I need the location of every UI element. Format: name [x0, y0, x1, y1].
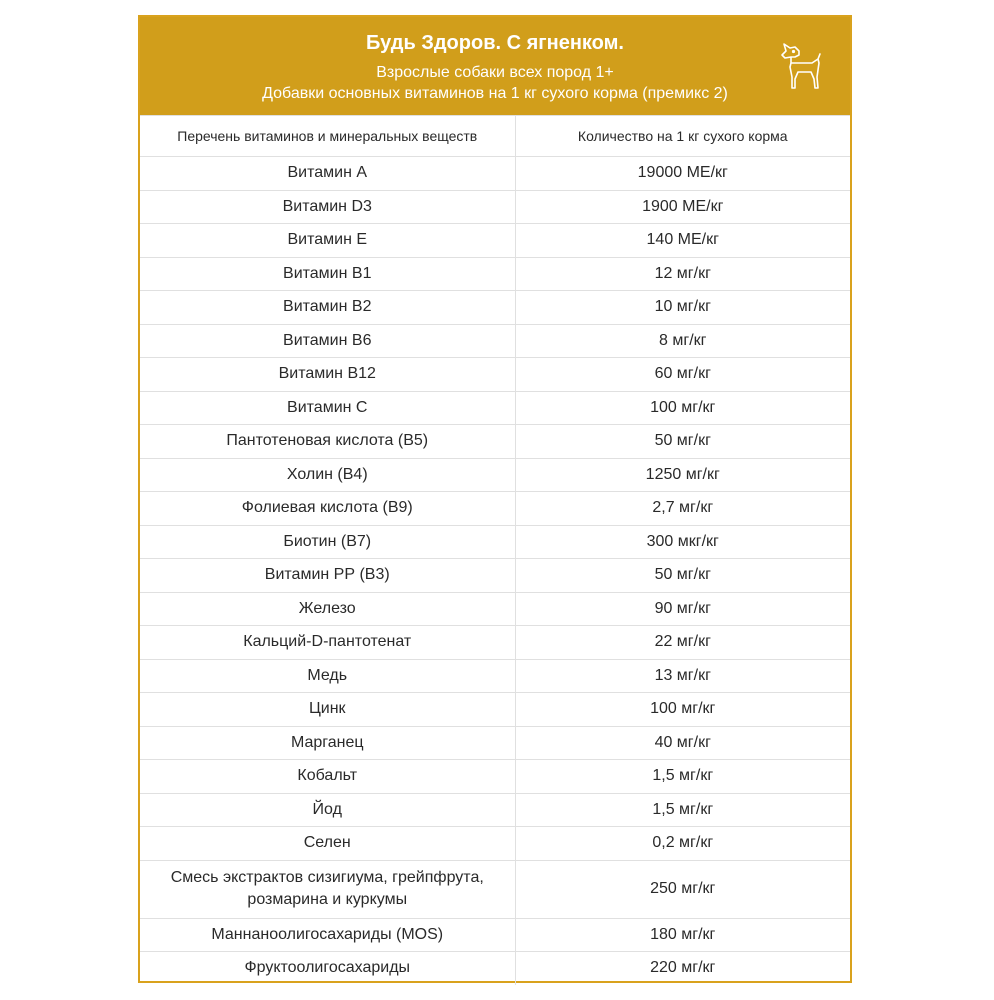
nutrient-amount: 1900 МЕ/кг: [515, 190, 850, 224]
nutrient-amount: 300 мкг/кг: [515, 525, 850, 559]
table-header-row: [140, 116, 850, 157]
nutrient-amount: 50 мг/кг: [515, 559, 850, 593]
table-row: [140, 391, 850, 425]
nutrient-name: Кобальт: [140, 760, 515, 794]
nutrient-amount: 50 мг/кг: [515, 425, 850, 459]
table-row: [140, 190, 850, 224]
nutrient-name: Марганец: [140, 726, 515, 760]
nutrient-name: Витамин С: [140, 391, 515, 425]
nutrient-amount: 19000 МЕ/кг: [515, 157, 850, 191]
table-row: [140, 157, 850, 191]
nutrient-name: Пантотеновая кислота (В5): [140, 425, 515, 459]
table-row: [140, 726, 850, 760]
nutrient-name: Маннаноолигосахариды (MOS): [140, 918, 515, 952]
table-row: [140, 525, 850, 559]
nutrient-name: Витамин В2: [140, 291, 515, 325]
nutrient-amount: 10 мг/кг: [515, 291, 850, 325]
nutrient-name: Холин (В4): [140, 458, 515, 492]
card-header: [140, 17, 850, 115]
table-row: [140, 358, 850, 392]
table-row: [140, 291, 850, 325]
table-row: [140, 324, 850, 358]
table-row: [140, 659, 850, 693]
table-row: [140, 257, 850, 291]
card-subtitle-age: Взрослые собаки всех пород 1+: [376, 64, 614, 81]
table-row: [140, 224, 850, 258]
nutrient-amount: 13 мг/кг: [515, 659, 850, 693]
nutrient-amount: 100 мг/кг: [515, 391, 850, 425]
nutrient-amount: 140 МЕ/кг: [515, 224, 850, 258]
nutrient-amount: 220 мг/кг: [515, 952, 850, 985]
nutrient-amount: 100 мг/кг: [515, 693, 850, 727]
table-row: [140, 592, 850, 626]
table-row: [140, 793, 850, 827]
nutrient-name: Витамин Е: [140, 224, 515, 258]
nutrient-amount: 0,2 мг/кг: [515, 827, 850, 861]
table-row: [140, 760, 850, 794]
nutrient-name: Фруктоолигосахариды: [140, 952, 515, 985]
dog-icon: [778, 41, 828, 91]
nutrient-name: Биотин (В7): [140, 525, 515, 559]
nutrient-name: Витамин А: [140, 157, 515, 191]
nutrient-amount: 1250 мг/кг: [515, 458, 850, 492]
nutrient-name: Йод: [140, 793, 515, 827]
nutrient-name: Цинк: [140, 693, 515, 727]
nutrient-name: Витамин РР (В3): [140, 559, 515, 593]
nutrient-amount: 180 мг/кг: [515, 918, 850, 952]
nutrient-amount: 90 мг/кг: [515, 592, 850, 626]
table-row: [140, 860, 850, 918]
nutrient-name: Витамин D3: [140, 190, 515, 224]
nutrient-amount: 1,5 мг/кг: [515, 793, 850, 827]
nutrient-name: Медь: [140, 659, 515, 693]
nutrient-amount: 12 мг/кг: [515, 257, 850, 291]
nutrient-amount: 40 мг/кг: [515, 726, 850, 760]
table-row: [140, 693, 850, 727]
nutrient-name: Витамин В12: [140, 358, 515, 392]
table-row: [140, 559, 850, 593]
nutrient-amount: 22 мг/кг: [515, 626, 850, 660]
table-row: [140, 626, 850, 660]
vitamins-table: [140, 115, 850, 985]
nutrient-name: Смесь экстрактов сизигиума, грейпфрута, розмарина и куркумы: [140, 860, 515, 918]
nutrient-amount: 2,7 мг/кг: [515, 492, 850, 526]
nutrient-name: Кальций-D-пантотенат: [140, 626, 515, 660]
card-subtitle-premix: Добавки основных витаминов на 1 кг сухого корма (премикс 2): [262, 85, 728, 102]
table-row: [140, 458, 850, 492]
table-row: [140, 492, 850, 526]
nutrient-name: Железо: [140, 592, 515, 626]
nutrient-amount: 1,5 мг/кг: [515, 760, 850, 794]
nutrient-amount: 8 мг/кг: [515, 324, 850, 358]
nutrient-amount: 60 мг/кг: [515, 358, 850, 392]
table-row: [140, 425, 850, 459]
table-row: [140, 918, 850, 952]
column-header-amount: Количество на 1 кг сухого корма: [515, 116, 850, 157]
nutrient-name: Селен: [140, 827, 515, 861]
table-row: [140, 952, 850, 985]
nutrient-name: Фолиевая кислота (В9): [140, 492, 515, 526]
card-title: Будь Здоров. С ягненком.: [366, 32, 624, 54]
nutrient-amount: 250 мг/кг: [515, 860, 850, 918]
nutrient-name: Витамин В1: [140, 257, 515, 291]
table-row: [140, 827, 850, 861]
table-body: [140, 157, 850, 985]
nutrition-card: [138, 15, 852, 983]
column-header-name: Перечень витаминов и минеральных веществ: [140, 116, 515, 157]
nutrient-name: Витамин В6: [140, 324, 515, 358]
